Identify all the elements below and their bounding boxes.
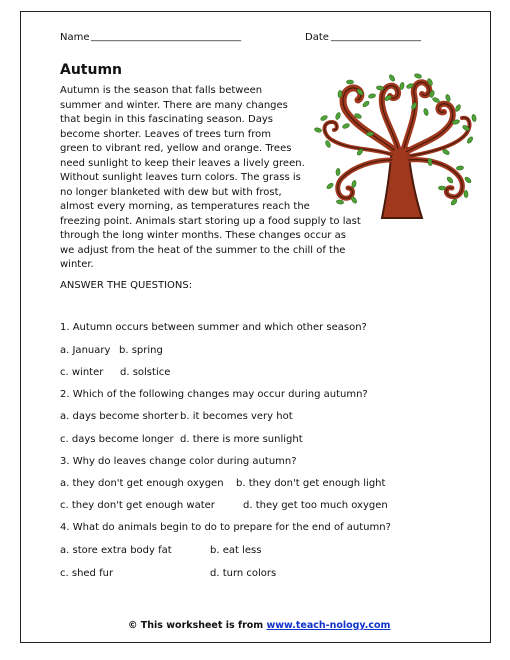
leaf-icon: [438, 186, 445, 190]
date-label: Date: [305, 32, 329, 43]
option-2d[interactable]: d. there is more sunlight: [180, 434, 303, 445]
footer-text: © This worksheet is from: [128, 620, 267, 631]
footer: [128, 620, 390, 632]
option-4b[interactable]: b. eat less: [210, 545, 262, 556]
option-1a[interactable]: a. January: [60, 345, 111, 356]
option-4c[interactable]: c. shed fur: [60, 568, 114, 579]
story-line: freezing point. Animals start storing up a food supply to last: [60, 215, 361, 227]
leaf-icon: [350, 196, 357, 204]
story-line: Without sunlight leaves turn colors. The grass is: [60, 172, 301, 183]
story-line: through the long winter months. These changes occur as: [60, 230, 346, 241]
leaf-icon: [338, 90, 342, 97]
leaf-icon: [442, 148, 450, 155]
leaf-icon: [376, 86, 384, 91]
story-line: summer and winter. There are many changes: [60, 99, 288, 111]
story-line: green to vibrant red, yellow and orange. Trees: [60, 143, 292, 154]
leaf-icon: [466, 136, 473, 144]
page-title: Autumn: [60, 62, 123, 78]
question-1: 1. Autumn occurs between summer and which other season?: [60, 322, 367, 333]
option-4d[interactable]: d. turn colors: [210, 568, 277, 579]
name-label: Name: [60, 32, 90, 43]
leaf-icon: [366, 132, 374, 137]
option-3a[interactable]: a. they don't get enough oxygen: [60, 478, 224, 489]
date-blank[interactable]: __________________: [331, 31, 421, 42]
leaf-icon: [336, 168, 341, 176]
question-3: 3. Why do leaves change color during autumn?: [60, 456, 297, 467]
leaf-icon: [326, 182, 334, 190]
story-line: need sunlight to keep their leaves a lively green.: [60, 157, 305, 169]
leaf-icon: [446, 176, 454, 184]
leaf-icon: [471, 114, 476, 122]
story-line: no longer blanketed with dew but with frost,: [60, 186, 282, 198]
question-2: 2. Which of the following changes may occur during autumn?: [60, 389, 368, 400]
option-2c[interactable]: c. days become longer: [60, 434, 174, 445]
leaf-icon: [368, 93, 376, 99]
option-3b[interactable]: b. they don't get enough light: [236, 478, 386, 489]
story-line: that begin in this fascinating season. Days: [60, 114, 273, 125]
option-3d[interactable]: d. they get too much oxygen: [243, 500, 388, 511]
leaf-icon: [320, 114, 328, 121]
story-line: we adjust from the heat of the summer to the chill of the: [60, 244, 346, 256]
answer-heading: ANSWER THE QUESTIONS:: [60, 280, 193, 291]
leaf-icon: [455, 104, 462, 112]
leaf-icon: [336, 199, 344, 204]
leaf-icon: [414, 73, 422, 79]
story-line: almost every morning, as temperatures reach the: [60, 201, 310, 212]
leaf-icon: [399, 82, 404, 90]
option-4a[interactable]: a. store extra body fat: [60, 545, 172, 556]
leaf-icon: [342, 123, 350, 129]
leaf-icon: [388, 74, 395, 82]
option-3c[interactable]: c. they don't get enough water: [60, 500, 215, 511]
leaf-icon: [464, 176, 472, 184]
leaf-icon: [314, 127, 322, 133]
story-line: winter.: [60, 259, 94, 270]
leaf-icon: [432, 97, 440, 104]
option-2a[interactable]: a. days become shorter: [60, 411, 179, 422]
leaf-icon: [464, 190, 468, 197]
option-1d[interactable]: d. solstice: [120, 367, 171, 378]
leaf-icon: [456, 166, 464, 171]
leaf-icon: [445, 94, 451, 102]
option-1b[interactable]: b. spring: [119, 345, 163, 356]
question-4: 4. What do animals begin to do to prepare for the end of autumn?: [60, 522, 391, 533]
name-blank[interactable]: ______________________________: [91, 31, 241, 42]
story-line: Autumn is the season that falls between: [60, 85, 263, 96]
leaf-icon: [351, 180, 357, 188]
story-line: become shorter. Leaves of trees turn from: [60, 128, 272, 140]
leaf-icon: [450, 198, 458, 206]
leaf-icon: [423, 108, 429, 116]
footer-link[interactable]: www.teach-nology.com: [266, 620, 391, 631]
option-1c[interactable]: c. winter: [60, 367, 104, 378]
autumn-tree-icon: [310, 68, 480, 228]
option-2b[interactable]: b. it becomes very hot: [180, 411, 293, 422]
leaf-icon: [362, 100, 370, 108]
leaf-icon: [335, 112, 341, 120]
leaf-icon: [346, 80, 353, 84]
